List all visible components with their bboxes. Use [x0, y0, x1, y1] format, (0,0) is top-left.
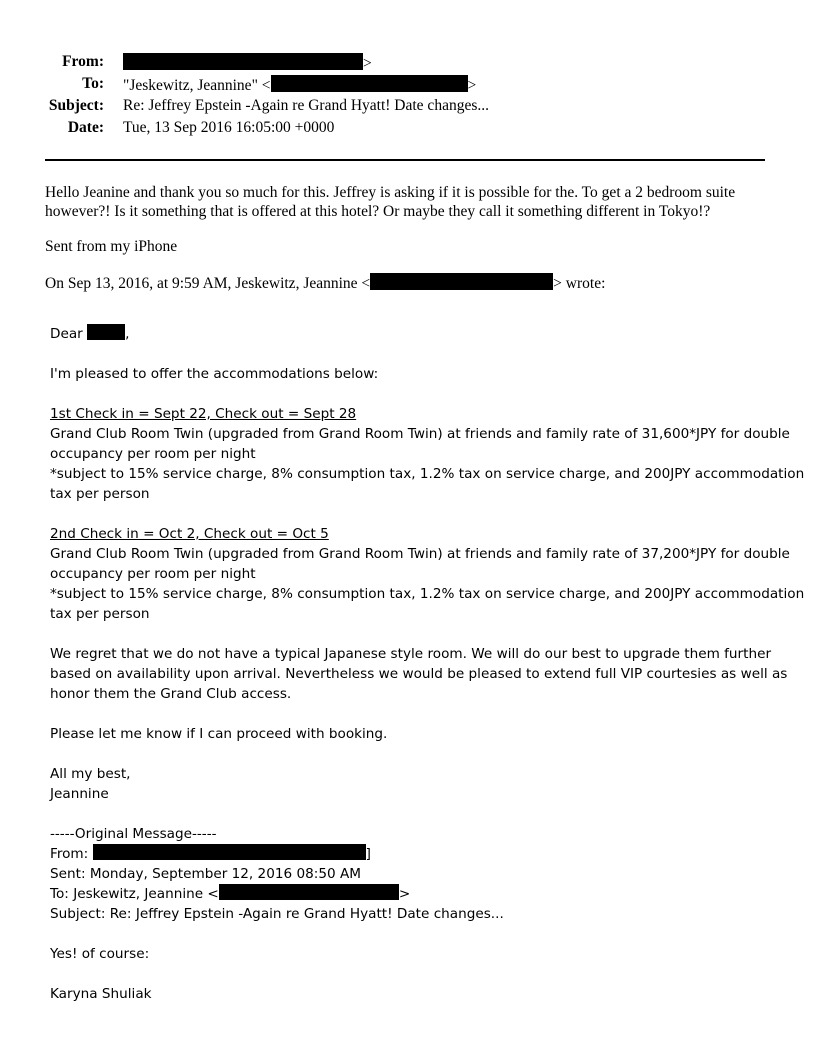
header-divider: [45, 159, 765, 161]
proceed-line: Please let me know if I can proceed with booking.: [50, 726, 388, 742]
original-name: Karyna Shuliak: [50, 986, 152, 1002]
reply-line: however?! Is it something that is offered at this hotel? Or maybe they call it something different in Tokyo!?: [45, 203, 711, 220]
original-from-label: From:: [50, 846, 89, 862]
to-label: To:: [82, 75, 104, 92]
stay1-line: tax per person: [50, 486, 150, 502]
quote-prefix: On Sep 13, 2016, at 9:59 AM, Jeskewitz, Jeannine <: [45, 275, 371, 292]
from-suffix: >: [363, 55, 372, 72]
greeting-word: Dear: [50, 326, 83, 342]
stay1-line: Grand Club Room Twin (upgraded from Grand Room Twin) at friends and family rate of 31,600*JPY for double: [50, 426, 790, 442]
reply-line: Hello Jeanine and thank you so much for this. Jeffrey is asking if it is possible for the. To get a 2 bedroom suite: [45, 184, 736, 201]
redaction-box: [87, 324, 125, 340]
original-body: Yes! of course:: [50, 946, 150, 962]
to-suffix: >: [467, 77, 477, 94]
original-sent: Sent: Monday, September 12, 2016 08:50 AM: [50, 866, 361, 882]
quoted-greeting: [50, 324, 129, 344]
original-marker: -----Original Message-----: [50, 826, 217, 842]
regret-line: honor them the Grand Club access.: [50, 686, 292, 702]
original-to-suffix: >: [398, 886, 411, 902]
stay2-line: occupancy per room per night: [50, 566, 256, 582]
original-to-prefix: To: Jeskewitz, Jeannine <: [50, 886, 219, 902]
reply-signature: Sent from my iPhone: [45, 238, 178, 255]
original-subject: Subject: Re: Jeffrey Epstein -Again re Grand Hyatt! Date changes...: [50, 906, 504, 922]
redaction-box: [219, 884, 399, 900]
redaction-box: [123, 53, 363, 70]
subject-label: Subject:: [48, 97, 104, 114]
regret-line: based on availability upon arrival. Nevertheless we would be pleased to extend full VIP courtesies as well as: [50, 666, 788, 682]
redaction-box: [370, 273, 553, 290]
stay2-line: tax per person: [50, 606, 150, 622]
closing-line: All my best,: [50, 766, 131, 782]
closing-name: Jeannine: [50, 786, 109, 802]
redaction-box: [271, 75, 468, 92]
quoted-intro: I'm pleased to offer the accommodations below:: [50, 366, 379, 382]
original-from: [50, 844, 371, 864]
from-label: From:: [62, 53, 104, 70]
to-value: [123, 75, 476, 95]
greeting-comma: ,: [125, 326, 130, 342]
redaction-box: [93, 844, 366, 860]
quote-attribution: [45, 273, 605, 294]
quote-suffix: > wrote:: [553, 275, 606, 292]
from-value: [123, 53, 372, 73]
to-name: "Jeskewitz, Jeannine" <: [123, 77, 271, 94]
date-label: Date:: [67, 119, 104, 136]
stay2-line: Grand Club Room Twin (upgraded from Grand Room Twin) at friends and family rate of 37,200*JPY for double: [50, 546, 790, 562]
stay2-heading: 2nd Check in = Oct 2, Check out = Oct 5: [50, 526, 329, 542]
stay1-heading: 1st Check in = Sept 22, Check out = Sept 28: [50, 406, 357, 422]
original-from-suffix: ]: [365, 846, 371, 862]
date-value: Tue, 13 Sep 2016 16:05:00 +0000: [123, 119, 335, 136]
subject-value: Re: Jeffrey Epstein -Again re Grand Hyatt! Date changes...: [123, 97, 489, 114]
stay1-line: *subject to 15% service charge, 8% consumption tax, 1.2% tax on service charge, and 200JPY accommodation: [50, 466, 805, 482]
original-to: [50, 884, 410, 904]
stay1-line: occupancy per room per night: [50, 446, 256, 462]
regret-line: We regret that we do not have a typical Japanese style room. We will do our best to upgrade them further: [50, 646, 772, 662]
stay2-line: *subject to 15% service charge, 8% consumption tax, 1.2% tax on service charge, and 200JPY accommodation: [50, 586, 805, 602]
